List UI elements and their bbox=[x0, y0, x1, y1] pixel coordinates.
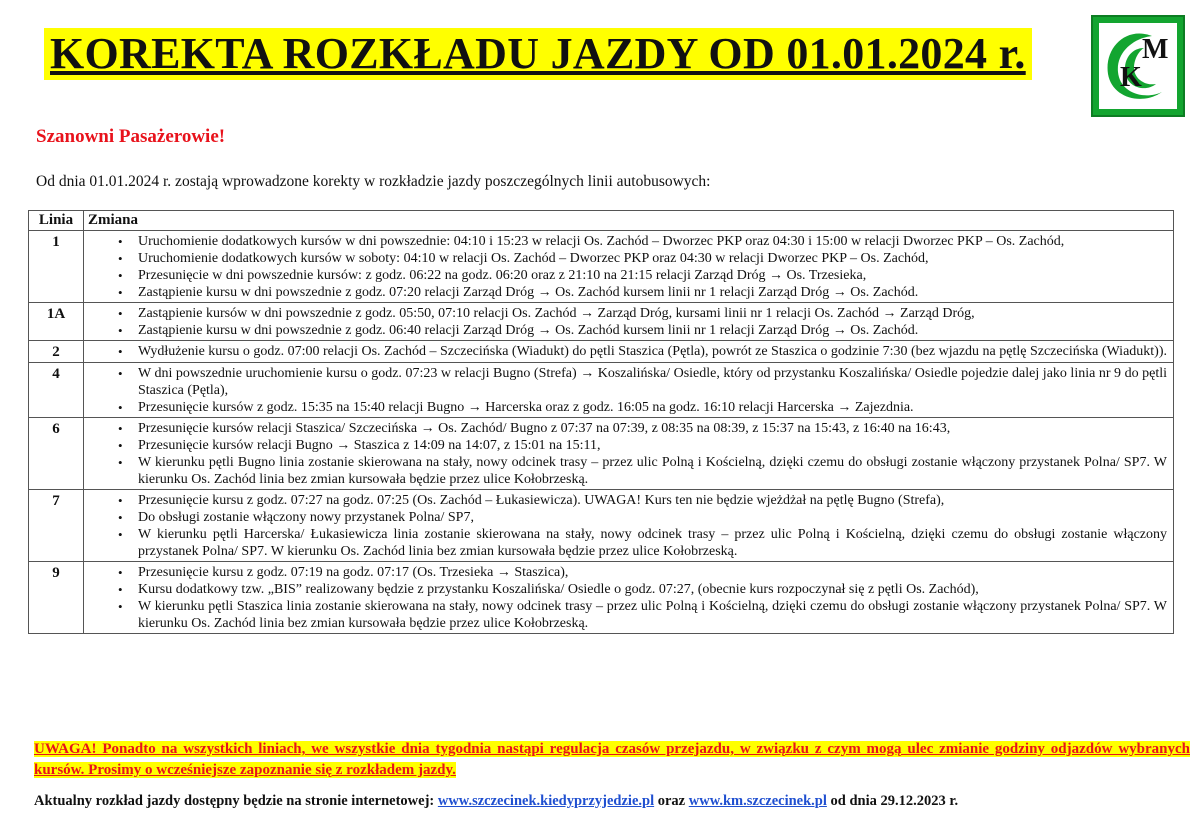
change-item: • W dni powszednie uruchomienie kursu o godz. 07:23 w relacji Bugno (Strefa) → Koszalińska/ Osiedle, który od przystanku Koszalińska/ Osiedle pojedzie dalej jako linia nr 9 do pętli Staszica (Pętla), bbox=[138, 365, 1167, 399]
change-item: • Przesunięcie kursów z godz. 15:35 na 15:40 relacji Bugno → Harcerska oraz z godz. 16:05 na godz. 16:10 relacji Harcerska → Zajezdnia. bbox=[138, 399, 1167, 416]
km-logo bbox=[1090, 14, 1186, 118]
change-cell bbox=[84, 418, 1174, 490]
greeting: Szanowni Pasażerowie! bbox=[36, 126, 226, 147]
change-list bbox=[88, 365, 1167, 416]
footer-text-before: Aktualny rozkład jazdy dostępny będzie na stronie internetowej: bbox=[34, 793, 438, 809]
header-line: Linia bbox=[29, 211, 84, 231]
line-number: 2 bbox=[29, 341, 84, 363]
table-row bbox=[29, 562, 1174, 634]
change-cell bbox=[84, 363, 1174, 418]
warning-text: UWAGA! Ponadto na wszystkich liniach, we wszystkie dnia tygodnia nastąpi regulacja czasów przejazdu, w związku z czym mogą ulec zmianie godziny odjazdów wybranych kursów. Prosimy o wcześniejsze zapoznanie się z rozkładem jazdy. bbox=[34, 741, 1190, 778]
line-number: 1A bbox=[29, 303, 84, 341]
change-cell bbox=[84, 303, 1174, 341]
change-list bbox=[88, 564, 1167, 632]
line-number: 1 bbox=[29, 231, 84, 303]
table-row bbox=[29, 231, 1174, 303]
line-number: 4 bbox=[29, 363, 84, 418]
change-cell bbox=[84, 341, 1174, 363]
intro-text: Od dnia 01.01.2024 r. zostają wprowadzone korekty w rozkładzie jazdy poszczególnych linii autobusowych: bbox=[36, 173, 711, 190]
footer-text-after: od dnia 29.12.2023 r. bbox=[826, 793, 959, 809]
change-list bbox=[88, 492, 1167, 560]
table-row bbox=[29, 490, 1174, 562]
change-item: • Przesunięcie w dni powszednie kursów: z godz. 06:22 na godz. 06:20 oraz z 21:10 na 21:15 relacji Zarząd Dróg → Os. Trzesieka, bbox=[138, 267, 1167, 284]
table-row bbox=[29, 363, 1174, 418]
header-change: Zmiana bbox=[84, 211, 1174, 231]
change-list bbox=[88, 420, 1167, 488]
table-header-row bbox=[29, 211, 1174, 231]
line-number: 6 bbox=[29, 418, 84, 490]
change-item: • W kierunku pętli Harcerska/ Łukasiewicza linia zostanie skierowana na stały, nowy odcinek trasy – przez ulic Polną i Kościelną, dzięki czemu do obsługi zostanie włączony przystanek Polna/ SP7. W kierunku Os. Zachód linia bez zmian kursowała będzie przez ulice Kołobrzeską. bbox=[138, 526, 1167, 560]
change-item: • W kierunku pętli Staszica linia zostanie skierowana na stały, nowy odcinek trasy – przez ulic Polną i Kościelną, dzięki czemu do obsługi zostanie włączony przystanek Polna/ SP7. W kierunku Os. Zachód linia bez zmian kursowała będzie przez ulice Kołobrzeską. bbox=[138, 598, 1167, 632]
change-cell bbox=[84, 231, 1174, 303]
logo-letter-k: K bbox=[1120, 62, 1142, 93]
logo-letter-m: M bbox=[1142, 34, 1169, 65]
change-list bbox=[88, 305, 1167, 339]
table-row bbox=[29, 303, 1174, 341]
change-item: • Przesunięcie kursu z godz. 07:19 na godz. 07:17 (Os. Trzesieka → Staszica), bbox=[138, 564, 1167, 581]
change-item: • Zastąpienie kursu w dni powszednie z godz. 06:40 relacji Zarząd Dróg → Os. Zachód kursem linii nr 1 relacji Zarząd Dróg → Os. Zachód. bbox=[138, 322, 1167, 339]
change-item: • Wydłużenie kursu o godz. 07:00 relacji Os. Zachód – Szczecińska (Wiadukt) do pętli Staszica (Pętla), powrót ze Staszica o godzinie 7:30 (bez wjazdu na pętlę Szczecińska (Wiadukt)). bbox=[138, 343, 1167, 360]
title-wrap bbox=[44, 28, 1032, 80]
footer-info bbox=[34, 793, 958, 810]
change-cell bbox=[84, 490, 1174, 562]
change-item: • Kursu dodatkowy tzw. „BIS” realizowany będzie z przystanku Koszalińska/ Osiedle o godz. 07:27, (obecnie kurs rozpoczynał się z pętli Os. Zachód), bbox=[138, 581, 1167, 598]
change-item: • Uruchomienie dodatkowych kursów w dni powszednie: 04:10 i 15:23 w relacji Os. Zachód – Dworzec PKP oraz 04:30 i 15:00 w relacji Dworzec PKP – Os. Zachód, bbox=[138, 233, 1167, 250]
change-cell bbox=[84, 562, 1174, 634]
change-list bbox=[88, 233, 1167, 301]
warning-notice bbox=[34, 739, 1190, 781]
change-item: • Uruchomienie dodatkowych kursów w soboty: 04:10 w relacji Os. Zachód – Dworzec PKP oraz 04:30 w relacji Dworzec PKP – Os. Zachód, bbox=[138, 250, 1167, 267]
page-title: KOREKTA ROZKŁADU JAZDY OD 01.01.2024 r. bbox=[44, 28, 1032, 80]
link-km-szczecinek[interactable]: www.km.szczecinek.pl bbox=[688, 793, 827, 809]
change-item: • Przesunięcie kursów relacji Bugno → Staszica z 14:09 na 14:07, z 15:01 na 15:11, bbox=[138, 437, 1167, 454]
table-row bbox=[29, 341, 1174, 363]
change-item: • Przesunięcie kursów relacji Staszica/ Szczecińska → Os. Zachód/ Bugno z 07:37 na 07:39, z 08:35 na 08:39, z 15:37 na 15:43, z 16:40 na 16:43, bbox=[138, 420, 1167, 437]
change-item: • Zastąpienie kursu w dni powszednie z godz. 07:20 relacji Zarząd Dróg → Os. Zachód kursem linii nr 1 relacji Zarząd Dróg → Os. Zachód. bbox=[138, 284, 1167, 301]
change-item: • Przesunięcie kursu z godz. 07:27 na godz. 07:25 (Os. Zachód – Łukasiewicza). UWAGA! Kurs ten nie będzie wjeżdżał na pętlę Bugno (Strefa), bbox=[138, 492, 1167, 509]
table-row bbox=[29, 418, 1174, 490]
change-list bbox=[88, 343, 1167, 360]
line-number: 7 bbox=[29, 490, 84, 562]
change-item: • Do obsługi zostanie włączony nowy przystanek Polna/ SP7, bbox=[138, 509, 1167, 526]
link-kiedyprzyjedzie[interactable]: www.szczecinek.kiedyprzyjedzie.pl bbox=[437, 793, 655, 809]
line-number: 9 bbox=[29, 562, 84, 634]
change-item: • Zastąpienie kursów w dni powszednie z godz. 05:50, 07:10 relacji Os. Zachód → Zarząd Dróg, kursami linii nr 1 relacji Os. Zachód → Zarząd Dróg, bbox=[138, 305, 1167, 322]
change-item: • W kierunku pętli Bugno linia zostanie skierowana na stały, nowy odcinek trasy – przez ulic Polną i Kościelną, dzięki czemu do obsługi zostanie włączony przystanek Polna/ SP7. W kierunku Os. Zachód linia bez zmian kursowała będzie przez ulice Kołobrzeską. bbox=[138, 454, 1167, 488]
changes-table bbox=[28, 210, 1174, 634]
footer-text-mid: oraz bbox=[654, 793, 689, 809]
